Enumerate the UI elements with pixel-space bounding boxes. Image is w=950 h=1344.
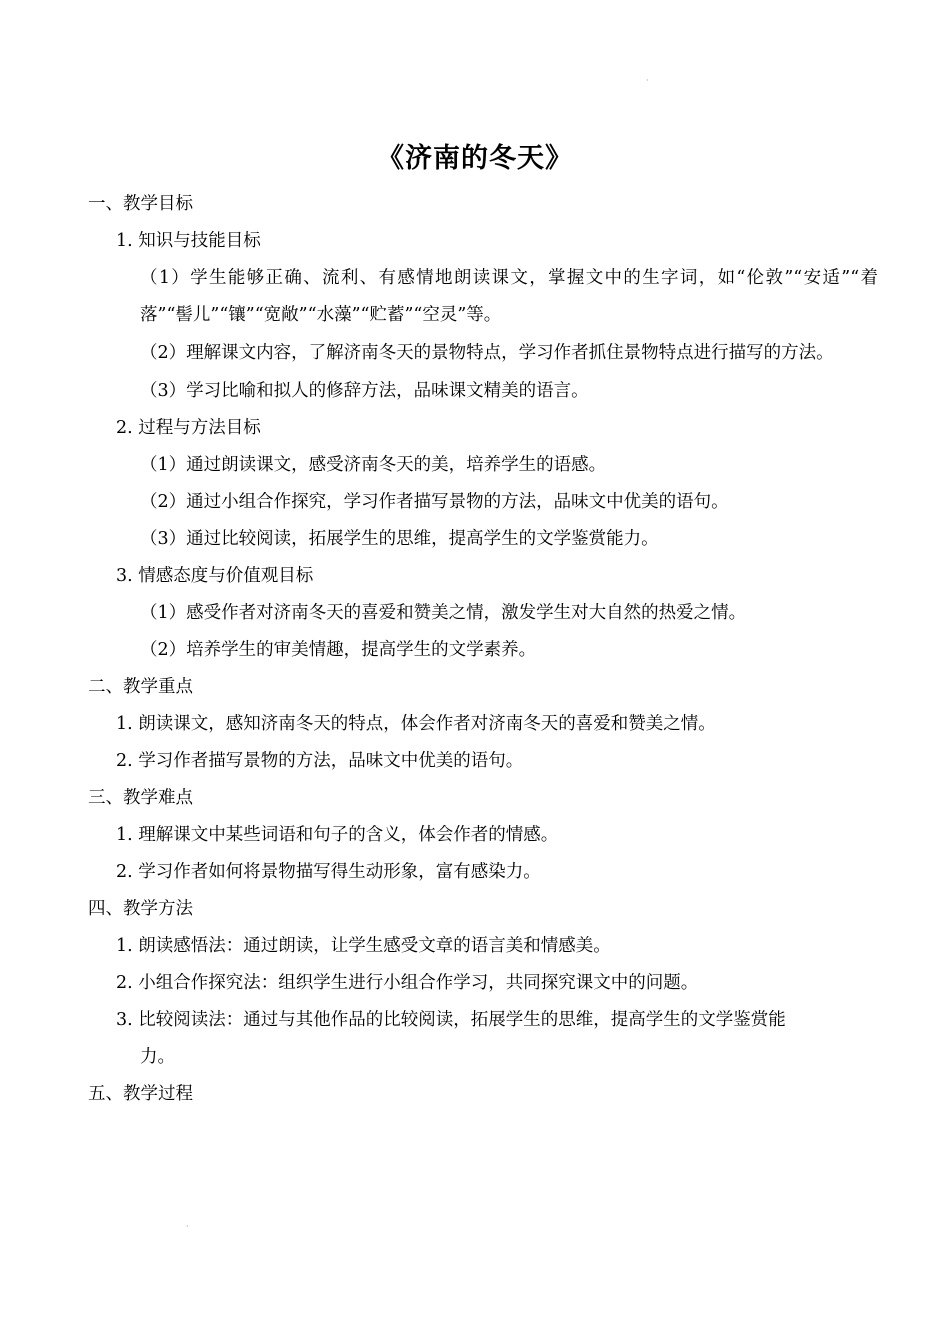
- document-body: [88, 192, 878, 1119]
- list-item: 2. 小组合作探究法：组织学生进行小组合作学习，共同探究课文中的问题。: [116, 973, 699, 993]
- bottom-mark: ·: [186, 1222, 189, 1231]
- subsection-heading: 1. 知识与技能目标: [116, 231, 261, 251]
- list-item: （2）培养学生的审美情趣，提高学生的文学素养。: [140, 640, 537, 660]
- section-heading: 一、教学目标: [88, 194, 193, 214]
- list-item: （2）通过小组合作探究，学习作者描写景物的方法，品味文中优美的语句。: [140, 492, 729, 512]
- list-item: 2. 学习作者描写景物的方法，品味文中优美的语句。: [116, 751, 524, 771]
- section-heading: 三、教学难点: [88, 788, 193, 808]
- top-mark: ·: [646, 76, 649, 85]
- list-item: 3. 比较阅读法：通过与其他作品的比较阅读，拓展学生的思维，提高学生的文学鉴赏能: [116, 1010, 786, 1030]
- list-item: 1. 朗读感悟法：通过朗读，让学生感受文章的语言美和情感美。: [116, 936, 611, 956]
- document-title: 《济南的冬天》: [377, 143, 573, 174]
- list-item: 1. 朗读课文，感知济南冬天的特点，体会作者对济南冬天的喜爱和赞美之情。: [116, 714, 716, 734]
- list-item: 2. 学习作者如何将景物描写得生动形象，富有感染力。: [116, 862, 541, 882]
- list-item-continuation: 力。: [140, 1047, 175, 1067]
- section-heading: 四、教学方法: [88, 899, 193, 919]
- section-heading: 五、教学过程: [88, 1084, 193, 1104]
- subsection-heading: 3. 情感态度与价值观目标: [116, 566, 314, 586]
- subsection-heading: 2. 过程与方法目标: [116, 418, 261, 438]
- list-item: （2）理解课文内容，了解济南冬天的景物特点，学习作者抓住景物特点进行描写的方法。: [140, 343, 834, 363]
- list-item: （1）感受作者对济南冬天的喜爱和赞美之情，激发学生对大自然的热爱之情。: [140, 603, 747, 623]
- section-heading: 二、教学重点: [88, 677, 193, 697]
- list-item: （1）学生能够正确、流利、有感情地朗读课文，掌握文中的生字词，如“伦敦”“安适”“着落”“髻儿”“镶”“宽敞”“水藻”“贮蓄”“空灵”等。: [140, 268, 878, 325]
- list-item: （1）通过朗读课文，感受济南冬天的美，培养学生的语感。: [140, 455, 607, 475]
- list-item: （3）学习比喻和拟人的修辞方法，品味课文精美的语言。: [140, 381, 589, 401]
- list-item: 1. 理解课文中某些词语和句子的含义，体会作者的情感。: [116, 825, 559, 845]
- list-item: （3）通过比较阅读，拓展学生的思维，提高学生的文学鉴赏能力。: [140, 529, 659, 549]
